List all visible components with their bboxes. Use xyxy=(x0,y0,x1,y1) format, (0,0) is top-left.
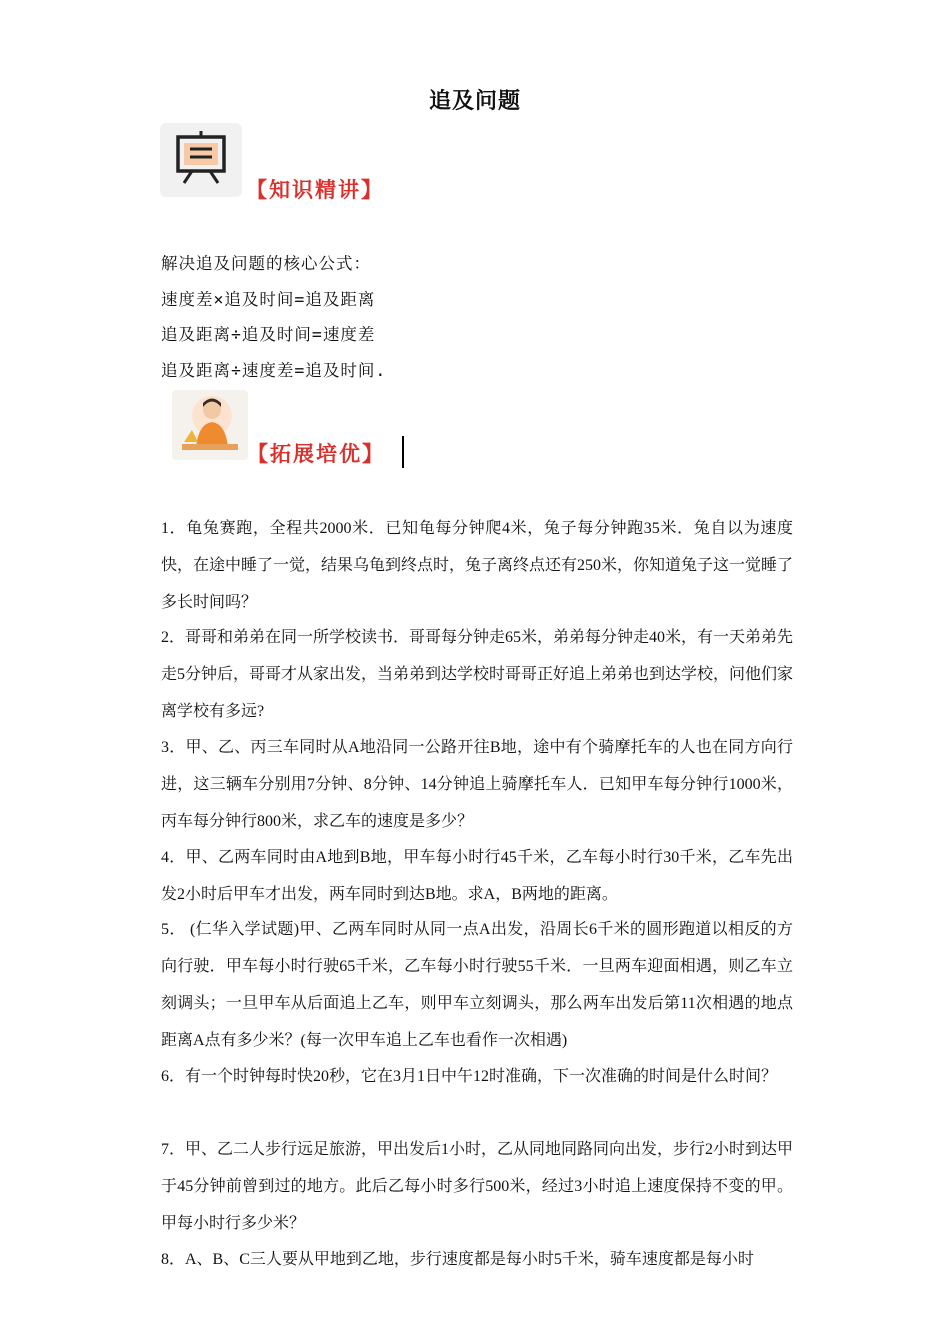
problem-item: 3．甲、乙、丙三车同时从A地沿同一公路开往B地，途中有个骑摩托车的人也在同方向行进，这三辆车分别用7分钟、8分钟、14分钟追上骑摩托车人．已知甲车每分钟行1000米，丙车每分钟行800米，求乙车的速度是多少？ xyxy=(161,739,793,830)
presentation-board-icon xyxy=(160,123,242,197)
formula-line: 速度差×追及时间=追及距离 xyxy=(161,290,376,309)
formula-intro: 解决追及问题的核心公式： xyxy=(161,254,371,273)
knowledge-banner xyxy=(160,123,242,197)
page-title: 追及问题 xyxy=(428,88,521,114)
knowledge-section-heading: 【知识精讲】 xyxy=(246,178,384,202)
teacher-illustration xyxy=(172,390,248,464)
problem-item: 5． (仁华入学试题)甲、乙两车同时从同一点A出发，沿周长6千米的圆形跑道以相反的方向行驶．甲车每小时行驶65千米，乙车每小时行驶55千米．一旦两车迎面相遇，则乙车立刻调头；一旦甲车从后面追上乙车，则甲车立刻调头，那么两车出发后第11次相遇的地点距离A点有多少米？(每一次甲车追上乙车也看作一次相遇) xyxy=(161,921,793,1049)
problem-item: 6．有一个时钟每时快20秒，它在3月1日中午12时准确，下一次准确的时间是什么时间？ xyxy=(161,1068,778,1085)
problem-item: 7．甲、乙二人步行远足旅游，甲出发后1小时，乙从同地同路同向出发，步行2小时到达甲于45分钟前曾到过的地方。此后乙每小时多行500米，经过3小时追上速度保持不变的甲。甲每小时行多少米？ xyxy=(161,1141,794,1232)
problem-item: 2．哥哥和弟弟在同一所学校读书．哥哥每分钟走65米，弟弟每分钟走40米，有一天弟弟先走5分钟后，哥哥才从家出发，当弟弟到达学校时哥哥正好追上弟弟也到达学校，问他们家离学校有多远? xyxy=(161,629,794,720)
problem-item: 4．甲、乙两车同时由A地到B地，甲车每小时行45千米，乙车每小时行30千米，乙车先出发2小时后甲车才出发，两车同时到达B地。求A，B两地的距离。 xyxy=(161,849,793,903)
text-cursor xyxy=(402,436,404,468)
formula-line: 追及距离÷速度差=追及时间. xyxy=(161,361,387,380)
formula-line: 追及距离÷追及时间=速度差 xyxy=(161,325,376,344)
extension-section-heading: 【拓展培优】 xyxy=(247,442,385,466)
problem-item: 1．龟兔赛跑，全程共2000米．已知龟每分钟爬4米，兔子每分钟跑35米．兔自以为速度快，在途中睡了一觉，结果乌龟到终点时，兔子离终点还有250米，你知道兔子这一觉睡了多长时间吗？ xyxy=(161,520,794,611)
problem-item: 8．A、B、C三人要从甲地到乙地，步行速度都是每小时5千米，骑车速度都是每小时 xyxy=(161,1251,754,1268)
